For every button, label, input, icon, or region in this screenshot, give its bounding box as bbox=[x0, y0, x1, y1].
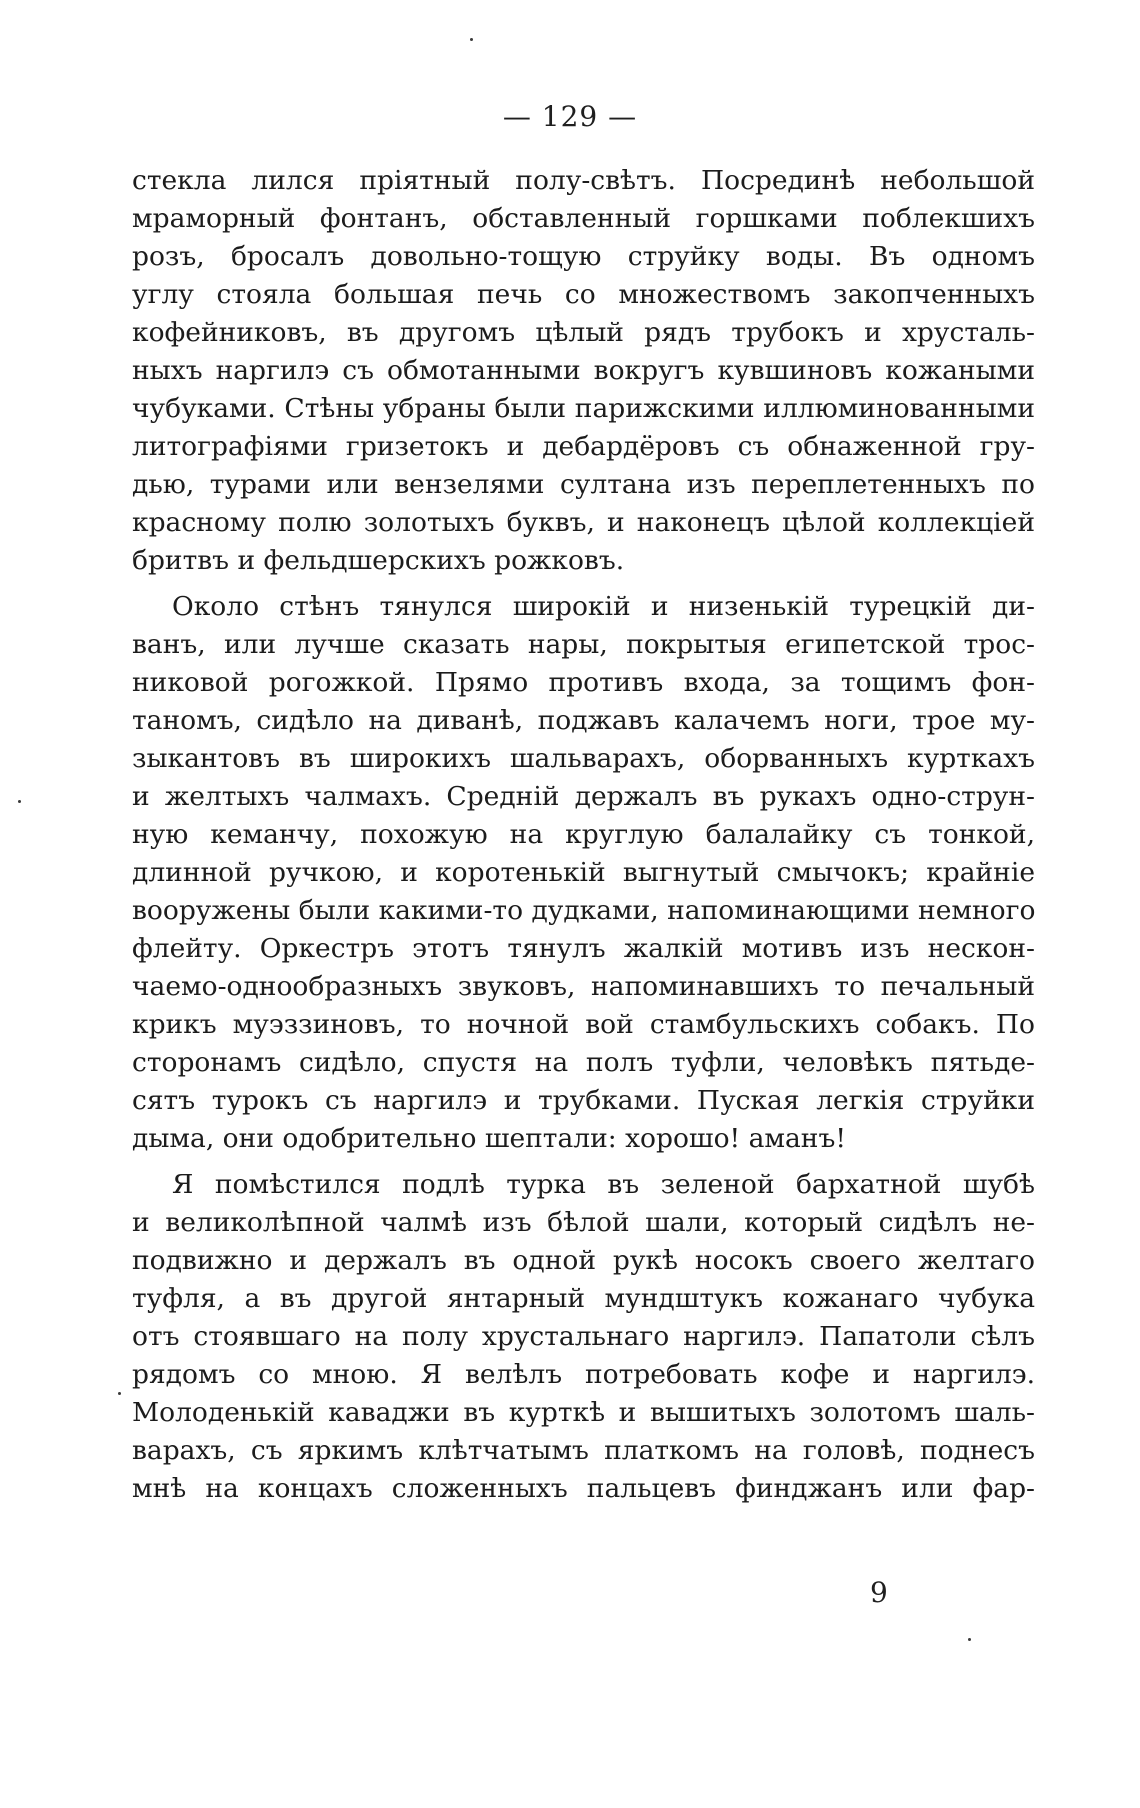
text-line: никовой рогожкой. Прямо противъ входа, за тощимъ фон- bbox=[132, 667, 1035, 698]
text-line: мнѣ на концахъ сложенныхъ пальцевъ финджанъ или фар- bbox=[132, 1473, 1035, 1504]
signature-mark: 9 bbox=[870, 1576, 888, 1609]
text-line: розъ, бросалъ довольно-тощую струйку воды. Въ одномъ bbox=[132, 241, 1035, 272]
text-line: дыма, они одобрительно шептали: хорошо! аманъ! bbox=[132, 1123, 846, 1154]
page-number: — 129 — bbox=[502, 100, 638, 133]
text-line: углу стояла большая печь со множествомъ закопченныхъ bbox=[132, 279, 1035, 310]
text-line: ную кеманчу, похожую на круглую балалайку съ тонкой, bbox=[132, 819, 1035, 850]
text-line: и великолѣпной чалмѣ изъ бѣлой шали, который сидѣлъ не- bbox=[132, 1207, 1035, 1238]
text-line: длинной ручкою, и коротенькiй выгнутый смычокъ; крайнiе bbox=[132, 857, 1035, 888]
print-speck bbox=[18, 800, 21, 803]
text-line: Около стѣнъ тянулся широкiй и низенькiй турецкiй ди- bbox=[172, 591, 1035, 622]
print-speck bbox=[968, 1638, 971, 1641]
text-line: Я помѣстился подлѣ турка въ зеленой бархатной шубѣ bbox=[172, 1169, 1035, 1200]
paragraph bbox=[132, 588, 1035, 1158]
body-text bbox=[132, 162, 1035, 1508]
text-line: ныхъ наргилэ съ обмотанными вокругъ кувшиновъ кожаными bbox=[132, 355, 1035, 386]
text-line: сторонамъ сидѣло, спустя на полъ туфли, человѣкъ пятьде- bbox=[132, 1047, 1035, 1078]
paragraph bbox=[132, 162, 1035, 580]
print-speck bbox=[470, 38, 473, 41]
paragraph bbox=[132, 1166, 1035, 1508]
text-line: зыкантовъ въ широкихъ шальварахъ, оборванныхъ курткахъ bbox=[132, 743, 1035, 774]
text-line: дью, турами или вензелями султана изъ переплетенныхъ по bbox=[132, 469, 1035, 500]
text-line: Молоденькiй каваджи въ курткѣ и вышитыхъ золотомъ шаль- bbox=[132, 1397, 1035, 1428]
text-line: подвижно и держалъ въ одной рукѣ носокъ своего желтаго bbox=[132, 1245, 1035, 1276]
text-line: крикъ муэззиновъ, то ночной вой стамбульскихъ собакъ. По bbox=[132, 1009, 1035, 1040]
text-line: мраморный фонтанъ, обставленный горшками поблекшихъ bbox=[132, 203, 1035, 234]
paragraph-gap bbox=[132, 580, 1035, 588]
text-line: отъ стоявшаго на полу хрустальнаго наргилэ. Папатоли сѣлъ bbox=[132, 1321, 1035, 1352]
text-line: флейту. Оркестръ этотъ тянулъ жалкiй мотивъ изъ нескон- bbox=[132, 933, 1035, 964]
text-line: таномъ, сидѣло на диванѣ, поджавъ калачемъ ноги, трое му- bbox=[132, 705, 1035, 736]
text-line: туфля, а въ другой янтарный мундштукъ кожанаго чубука bbox=[132, 1283, 1035, 1314]
text-line: красному полю золотыхъ буквъ, и наконецъ цѣлой коллекцiей bbox=[132, 507, 1035, 538]
text-line: рядомъ со мною. Я велѣлъ потребовать кофе и наргилэ. bbox=[132, 1359, 1035, 1390]
text-line: кофейниковъ, въ другомъ цѣлый рядъ трубокъ и хрусталь- bbox=[132, 317, 1035, 348]
text-line: стекла лился прiятный полу-свѣтъ. Посрединѣ небольшой bbox=[132, 165, 1035, 196]
print-speck bbox=[118, 1392, 121, 1395]
paragraph-gap bbox=[132, 1158, 1035, 1166]
text-line: вооружены были какими-то дудками, напоминающими немного bbox=[132, 895, 1036, 926]
text-line: чубуками. Стѣны убраны были парижскими иллюминованными bbox=[132, 393, 1035, 424]
text-line: и желтыхъ чалмахъ. Среднiй держалъ въ рукахъ одно-струн- bbox=[132, 781, 1035, 812]
text-line: чаемо-однообразныхъ звуковъ, напоминавшихъ то печальный bbox=[132, 971, 1035, 1002]
text-line: литографiями гризетокъ и дебардёровъ съ обнаженной гру- bbox=[132, 431, 1035, 462]
text-line: сятъ турокъ съ наргилэ и трубками. Пуская легкiя струйки bbox=[132, 1085, 1035, 1116]
text-line: варахъ, съ яркимъ клѣтчатымъ платкомъ на головѣ, поднесъ bbox=[132, 1435, 1035, 1466]
text-line: бритвъ и фельдшерскихъ рожковъ. bbox=[132, 545, 625, 576]
text-line: ванъ, или лучше сказать нары, покрытыя египетской трос- bbox=[132, 629, 1035, 660]
